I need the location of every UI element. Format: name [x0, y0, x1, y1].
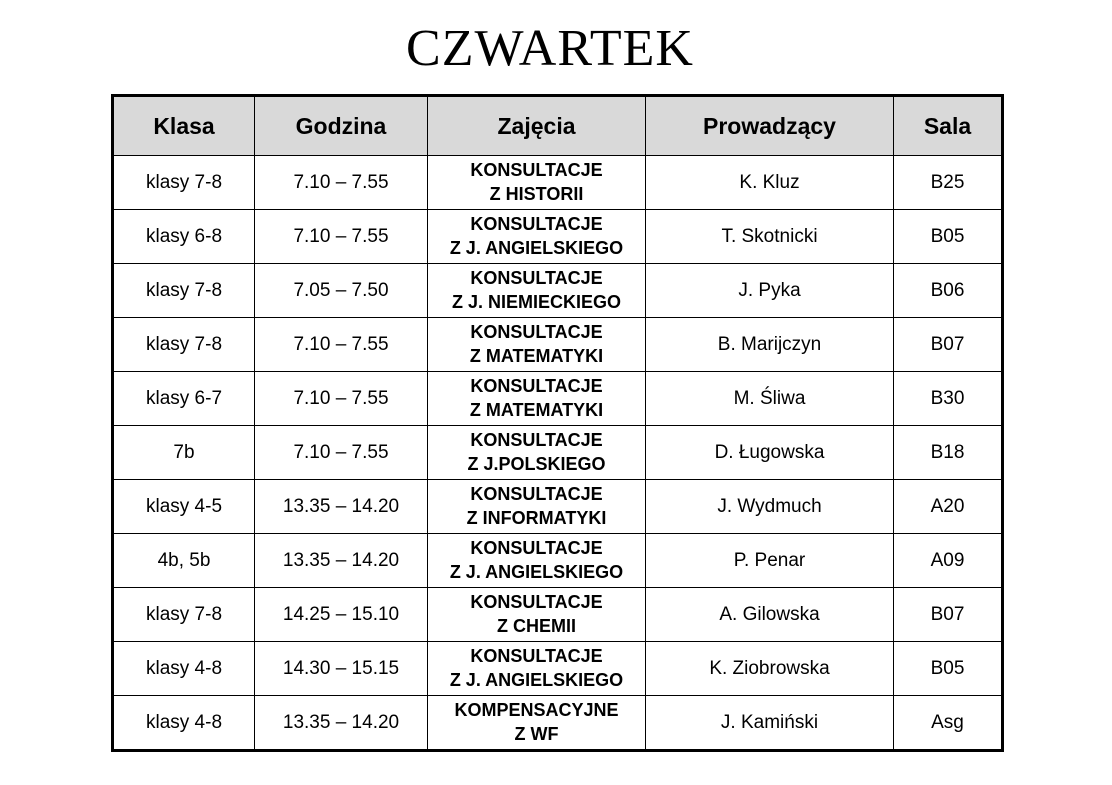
cell-zajecia-line2: Z HISTORII — [489, 183, 584, 204]
cell-sala: B05 — [894, 210, 1003, 264]
cell-prowadzacy: A. Gilowska — [646, 588, 894, 642]
cell-sala: B05 — [894, 642, 1003, 696]
cell-zajecia — [428, 210, 646, 264]
cell-zajecia-line2: Z J. ANGIELSKIEGO — [449, 237, 624, 258]
cell-zajecia-line1: KONSULTACJE — [470, 484, 603, 505]
cell-godzina: 7.10 – 7.55 — [255, 156, 428, 210]
cell-klasa: klasy 7-8 — [113, 318, 255, 372]
table-header-row — [113, 96, 1003, 156]
cell-zajecia — [428, 534, 646, 588]
cell-klasa: klasy 6-7 — [113, 372, 255, 426]
cell-godzina: 7.10 – 7.55 — [255, 210, 428, 264]
cell-zajecia-line2: Z MATEMATYKI — [469, 345, 604, 366]
cell-zajecia — [428, 264, 646, 318]
cell-sala: B07 — [894, 318, 1003, 372]
column-header-prowadzacy: Prowadzący — [646, 96, 894, 156]
page-title: CZWARTEK — [406, 20, 694, 77]
cell-zajecia-line1: KOMPENSACYJNE — [454, 700, 619, 721]
cell-sala: Asg — [894, 696, 1003, 751]
cell-prowadzacy: T. Skotnicki — [646, 210, 894, 264]
cell-prowadzacy: K. Ziobrowska — [646, 642, 894, 696]
column-header-klasa: Klasa — [113, 96, 255, 156]
column-header-godzina: Godzina — [255, 96, 428, 156]
cell-sala: B30 — [894, 372, 1003, 426]
cell-prowadzacy: J. Kamiński — [646, 696, 894, 751]
column-header-sala: Sala — [894, 96, 1003, 156]
table-row — [113, 642, 1003, 696]
cell-klasa: klasy 4-8 — [113, 642, 255, 696]
table-header — [113, 96, 1003, 156]
cell-prowadzacy: K. Kluz — [646, 156, 894, 210]
cell-klasa: klasy 7-8 — [113, 156, 255, 210]
cell-zajecia — [428, 696, 646, 751]
cell-godzina: 13.35 – 14.20 — [255, 534, 428, 588]
cell-prowadzacy: J. Wydmuch — [646, 480, 894, 534]
cell-sala: A20 — [894, 480, 1003, 534]
cell-godzina: 7.10 – 7.55 — [255, 426, 428, 480]
table-row — [113, 372, 1003, 426]
cell-sala: A09 — [894, 534, 1003, 588]
cell-zajecia — [428, 372, 646, 426]
cell-godzina: 7.10 – 7.55 — [255, 372, 428, 426]
cell-zajecia-line2: Z INFORMATYKI — [466, 507, 607, 528]
cell-zajecia-line1: KONSULTACJE — [470, 538, 603, 559]
table-row — [113, 696, 1003, 751]
cell-zajecia-line2: Z CHEMII — [497, 615, 576, 636]
cell-zajecia — [428, 426, 646, 480]
cell-godzina: 7.10 – 7.55 — [255, 318, 428, 372]
cell-zajecia-line1: KONSULTACJE — [470, 322, 603, 343]
cell-zajecia-line2: Z J.POLSKIEGO — [467, 453, 606, 474]
cell-klasa: 4b, 5b — [113, 534, 255, 588]
cell-zajecia — [428, 156, 646, 210]
cell-zajecia-line1: KONSULTACJE — [470, 592, 603, 613]
cell-klasa: klasy 7-8 — [113, 588, 255, 642]
cell-zajecia-line2: Z J. NIEMIECKIEGO — [451, 291, 622, 312]
cell-sala: B18 — [894, 426, 1003, 480]
cell-zajecia-line1: KONSULTACJE — [470, 214, 603, 235]
cell-zajecia-line2: Z J. ANGIELSKIEGO — [449, 669, 624, 690]
cell-klasa: klasy 4-5 — [113, 480, 255, 534]
cell-zajecia-line1: KONSULTACJE — [470, 160, 603, 181]
cell-prowadzacy: M. Śliwa — [646, 372, 894, 426]
cell-sala: B07 — [894, 588, 1003, 642]
cell-sala: B06 — [894, 264, 1003, 318]
column-header-zajecia: Zajęcia — [428, 96, 646, 156]
cell-zajecia — [428, 642, 646, 696]
cell-zajecia-line1: KONSULTACJE — [470, 646, 603, 667]
cell-klasa: klasy 6-8 — [113, 210, 255, 264]
cell-klasa: 7b — [113, 426, 255, 480]
cell-prowadzacy: D. Ługowska — [646, 426, 894, 480]
cell-prowadzacy: B. Marijczyn — [646, 318, 894, 372]
cell-prowadzacy: P. Penar — [646, 534, 894, 588]
cell-zajecia-line2: Z J. ANGIELSKIEGO — [449, 561, 624, 582]
cell-godzina: 14.25 – 15.10 — [255, 588, 428, 642]
cell-zajecia-line2: Z WF — [514, 723, 559, 744]
cell-godzina: 13.35 – 14.20 — [255, 696, 428, 751]
cell-klasa: klasy 7-8 — [113, 264, 255, 318]
cell-godzina: 13.35 – 14.20 — [255, 480, 428, 534]
table-row — [113, 210, 1003, 264]
table-row — [113, 534, 1003, 588]
cell-godzina: 7.05 – 7.50 — [255, 264, 428, 318]
cell-prowadzacy: J. Pyka — [646, 264, 894, 318]
cell-zajecia-line2: Z MATEMATYKI — [469, 399, 604, 420]
table-body — [113, 156, 1003, 751]
cell-zajecia-line1: KONSULTACJE — [470, 268, 603, 289]
cell-zajecia — [428, 480, 646, 534]
cell-zajecia — [428, 318, 646, 372]
schedule-table — [111, 94, 1004, 752]
cell-godzina: 14.30 – 15.15 — [255, 642, 428, 696]
table-row — [113, 588, 1003, 642]
table-row — [113, 264, 1003, 318]
table-row — [113, 318, 1003, 372]
cell-zajecia-line1: KONSULTACJE — [470, 376, 603, 397]
table-row — [113, 480, 1003, 534]
cell-zajecia-line1: KONSULTACJE — [470, 430, 603, 451]
cell-klasa: klasy 4-8 — [113, 696, 255, 751]
table-row — [113, 426, 1003, 480]
cell-sala: B25 — [894, 156, 1003, 210]
cell-zajecia — [428, 588, 646, 642]
schedule-table-container — [111, 94, 1001, 752]
table-row — [113, 156, 1003, 210]
